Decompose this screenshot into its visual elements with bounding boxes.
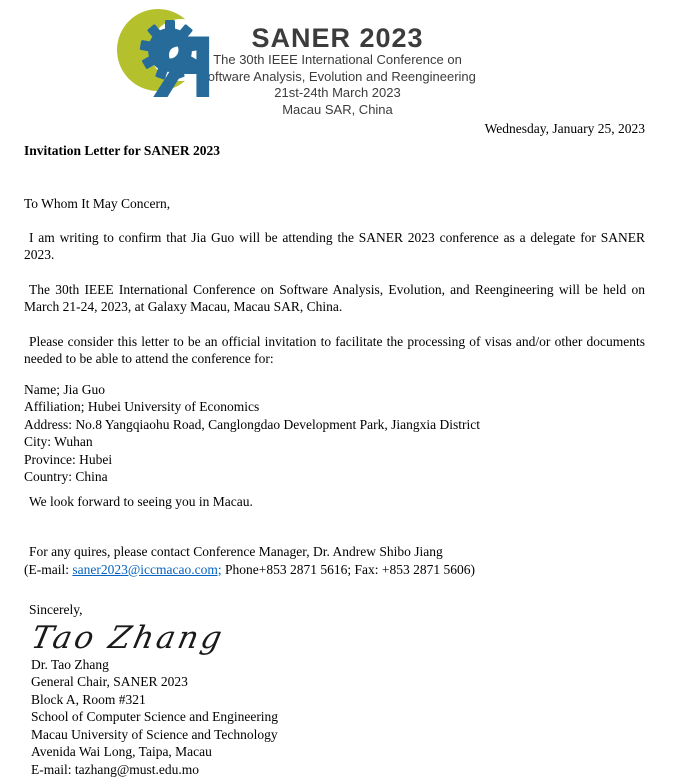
conference-email-link[interactable]: saner2023@iccmacao.com; — [72, 562, 221, 577]
attendee-details — [24, 381, 645, 486]
svg-text:R: R — [151, 17, 215, 116]
signature-block — [24, 656, 645, 778]
signer-address: Avenida Wai Long, Taipa, Macau — [31, 743, 645, 761]
letter-body — [24, 120, 645, 778]
attendee-province: Province: Hubei — [24, 451, 645, 469]
email-prefix: (E-mail: — [24, 562, 72, 577]
attendee-city: City: Wuhan — [24, 433, 645, 451]
signer-room: Block A, Room #321 — [31, 691, 645, 709]
letterhead — [0, 0, 675, 112]
saner-logo-icon — [120, 6, 226, 107]
conference-subtitle-line: The 30th IEEE International Conference on — [0, 52, 675, 69]
letter-date: Wednesday, January 25, 2023 — [24, 120, 645, 138]
paragraph-confirmation: I am writing to confirm that Jia Guo will be attending the SANER 2023 conference as a delegate for SANER 2023. — [24, 229, 645, 264]
conference-title: SANER 2023 — [0, 24, 675, 52]
contact-manager-line: For any quires, please contact Conference Manager, Dr. Andrew Shibo Jiang — [24, 543, 645, 561]
signer-role: General Chair, SANER 2023 — [31, 673, 645, 691]
letterhead-text — [0, 0, 675, 118]
signer-school: School of Computer Science and Engineering — [31, 708, 645, 726]
contact-detail-line — [24, 561, 645, 579]
attendee-affiliation: Affiliation; Hubei University of Economics — [24, 398, 645, 416]
salutation: To Whom It May Concern, — [24, 195, 645, 213]
contact-info — [24, 543, 645, 578]
sincerely-line: Sincerely, — [24, 601, 645, 619]
conference-location: Macau SAR, China — [0, 102, 675, 119]
attendee-country: Country: China — [24, 468, 645, 486]
attendee-name: Name; Jia Guo — [24, 381, 645, 399]
phone-fax-text: Phone+853 2871 5616; Fax: +853 2871 5606) — [222, 562, 475, 577]
signer-name: Dr. Tao Zhang — [31, 656, 645, 674]
letter-subject: Invitation Letter for SANER 2023 — [24, 142, 645, 160]
conference-subtitle-line: Software Analysis, Evolution and Reengineering — [0, 69, 675, 86]
signature-container — [24, 619, 645, 655]
handwritten-signature: Tao Zhang — [28, 621, 227, 655]
conference-dates: 21st-24th March 2023 — [0, 85, 675, 102]
signer-email: E-mail: tazhang@must.edu.mo — [31, 761, 645, 778]
attendee-address: Address: No.8 Yangqiaohu Road, Canglongdao Development Park, Jiangxia District — [24, 416, 645, 434]
paragraph-conference-info: The 30th IEEE International Conference on Software Analysis, Evolution, and Reengineering will be held on March 21-24, 2023, at Galaxy Macau, Macau SAR, China. — [24, 281, 645, 316]
paragraph-visa: Please consider this letter to be an official invitation to facilitate the processing of visas and/or other documents needed to be able to attend the conference for: — [24, 333, 645, 368]
signer-university: Macau University of Science and Technology — [31, 726, 645, 744]
closing-line: We look forward to seeing you in Macau. — [24, 493, 645, 511]
